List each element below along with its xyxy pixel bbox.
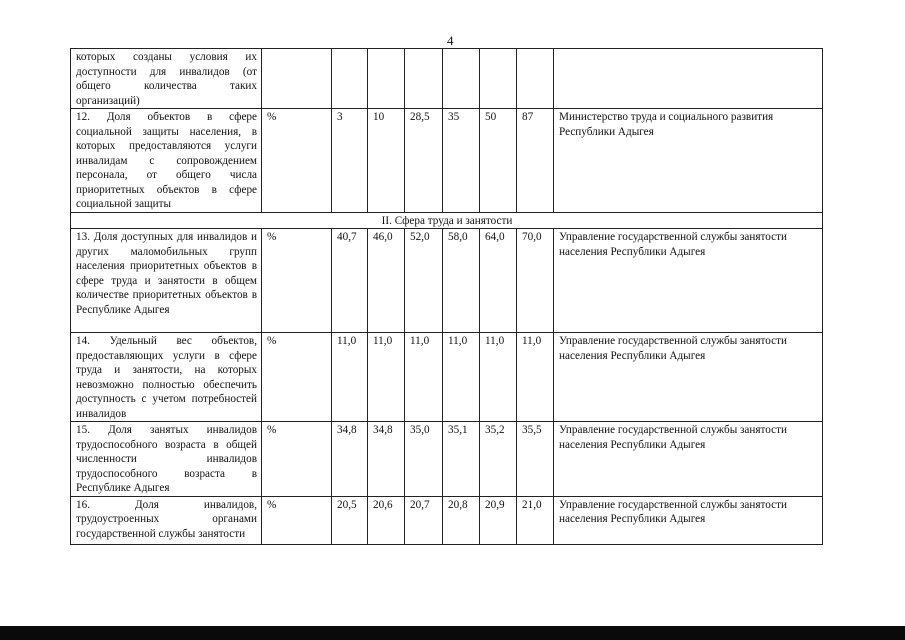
indicator-value: 35,2 [480,422,517,497]
section-title: II. Сфера труда и занятости [71,212,823,229]
table-row [71,496,823,544]
indicator-value [332,49,368,109]
responsible-body: Управление государственной службы занятости населения Республики Адыгея [554,333,823,422]
indicator-unit: % [262,109,332,213]
table-row [71,49,823,109]
table-row [71,229,823,333]
indicator-value [405,49,443,109]
indicator-unit: % [262,422,332,497]
indicator-value: 58,0 [443,229,480,333]
indicator-value: 20,9 [480,496,517,544]
indicator-value: 52,0 [405,229,443,333]
indicator-value: 20,8 [443,496,480,544]
indicator-value: 35,1 [443,422,480,497]
responsible-body [554,49,823,109]
indicator-value [443,49,480,109]
indicator-value: 34,8 [332,422,368,497]
indicators-table [70,48,823,545]
indicator-value: 50 [480,109,517,213]
indicator-value [480,49,517,109]
indicator-unit: % [262,229,332,333]
indicator-value: 28,5 [405,109,443,213]
indicator-value: 35,0 [405,422,443,497]
indicator-value: 3 [332,109,368,213]
table-row [71,422,823,497]
indicator-description: 16. Доля инвалидов, трудоустроенных органами государственной службы занятости [71,496,262,544]
indicator-value [517,49,554,109]
indicator-description: которых созданы условия их доступности для инвалидов (от общего количества таких организаций) [71,49,262,109]
indicator-unit [262,49,332,109]
indicator-value: 20,7 [405,496,443,544]
indicator-value: 11,0 [368,333,405,422]
responsible-body: Министерство труда и социального развития Республики Адыгея [554,109,823,213]
indicator-value [368,49,405,109]
indicator-value: 35,5 [517,422,554,497]
indicator-value: 46,0 [368,229,405,333]
indicator-value: 10 [368,109,405,213]
responsible-body: Управление государственной службы занятости населения Республики Адыгея [554,496,823,544]
indicator-description: 14. Удельный вес объектов, предоставляющих услуги в сфере труда и занятости, на которых невозможно полностью обеспечить доступность с учетом потребностей инвалидов [71,333,262,422]
indicator-value: 20,6 [368,496,405,544]
table-row [71,333,823,422]
responsible-body: Управление государственной службы занятости населения Республики Адыгея [554,422,823,497]
indicator-value: 87 [517,109,554,213]
table-row [71,109,823,213]
indicator-value: 11,0 [405,333,443,422]
indicator-value: 20,5 [332,496,368,544]
indicator-value: 34,8 [368,422,405,497]
indicator-unit: % [262,333,332,422]
responsible-body: Управление государственной службы занятости населения Республики Адыгея [554,229,823,333]
indicator-description: 15. Доля занятых инвалидов трудоспособного возраста в общей численности инвалидов трудоспособного возраста в Республике Адыгея [71,422,262,497]
indicator-value: 11,0 [480,333,517,422]
indicator-value: 21,0 [517,496,554,544]
indicator-description: 12. Доля объектов в сфере социальной защиты населения, в которых предоставляются услуги инвалидам с сопровождением персонала, от общего числа приоритетных объектов в сфере социальной защиты [71,109,262,213]
section-row [71,212,823,229]
indicator-value: 64,0 [480,229,517,333]
indicator-description: 13. Доля доступных для инвалидов и других маломобильных групп населения приоритетных объектов в сфере труда и занятости в общем количестве приоритетных объектов в Республике Адыгея [71,229,262,333]
indicator-unit: % [262,496,332,544]
indicator-value: 40,7 [332,229,368,333]
indicator-value: 70,0 [517,229,554,333]
page-number: 4 [447,33,454,48]
indicator-value: 11,0 [443,333,480,422]
indicator-value: 11,0 [517,333,554,422]
indicator-value: 35 [443,109,480,213]
scan-bottom-edge [0,626,905,640]
indicator-value: 11,0 [332,333,368,422]
